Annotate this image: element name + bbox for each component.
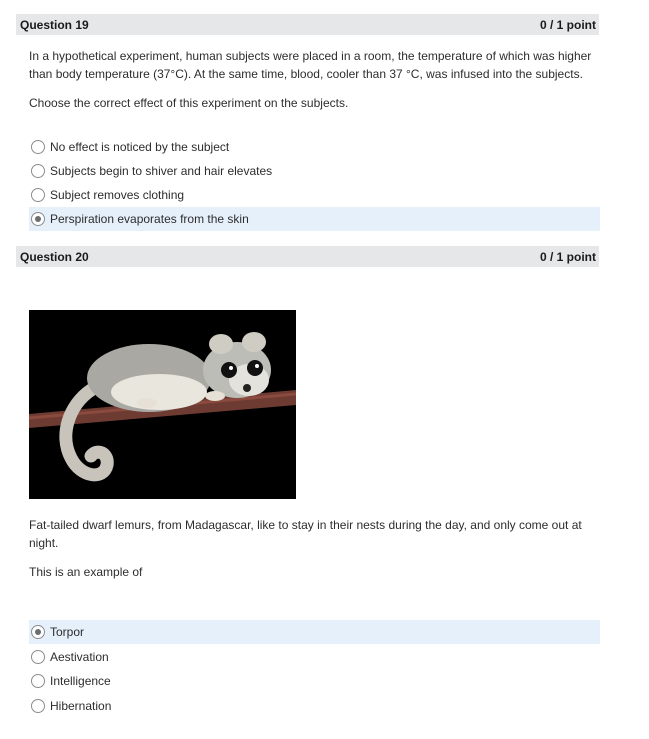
radio-button[interactable] [31,164,45,178]
question-prompt: This is an example of [29,565,143,579]
lemur-photo [29,310,296,499]
question-text: In a hypothetical experiment, human subjects were placed in a room, the temperature of which was higher than body temperature (37°C). At the same time, blood, cooler than 37 °C, was infused into the subjects. [29,49,592,81]
answer-label: Hibernation [50,699,112,713]
radio-button[interactable] [31,650,45,664]
answer-option[interactable] [29,669,600,693]
question-20-header [16,246,599,267]
radio-button[interactable] [31,699,45,713]
radio-button[interactable] [31,674,45,688]
radio-button-selected[interactable] [31,625,45,639]
question-prompt: Choose the correct effect of this experiment on the subjects. [29,96,349,110]
answer-label: Torpor [50,625,85,639]
question-title: Question 20 [20,249,89,264]
question-title: Question 19 [20,17,89,32]
answer-label: Subjects begin to shiver and hair elevates [50,164,273,178]
answer-label: Perspiration evaporates from the skin [50,212,249,226]
answer-option[interactable] [29,159,600,183]
radio-button-selected[interactable] [31,212,45,226]
answer-option-selected[interactable] [29,620,600,644]
answer-option[interactable] [29,645,600,669]
answer-label: No effect is noticed by the subject [50,140,230,154]
answer-label: Intelligence [50,674,111,688]
question-19-header [16,14,599,35]
answer-label: Aestivation [50,650,109,664]
radio-button[interactable] [31,188,45,202]
lemur-illustration [29,310,296,499]
answer-option[interactable] [29,694,600,718]
question-points: 0 / 1 point [539,17,596,32]
question-points: 0 / 1 point [539,249,596,264]
radio-button[interactable] [31,140,45,154]
answer-label: Subject removes clothing [50,188,185,202]
answer-option[interactable] [29,183,600,207]
answer-option[interactable] [29,135,600,159]
question-text: Fat-tailed dwarf lemurs, from Madagascar, like to stay in their nests during the day, and only come out at night. [29,518,582,550]
answer-option-selected[interactable] [29,207,600,231]
